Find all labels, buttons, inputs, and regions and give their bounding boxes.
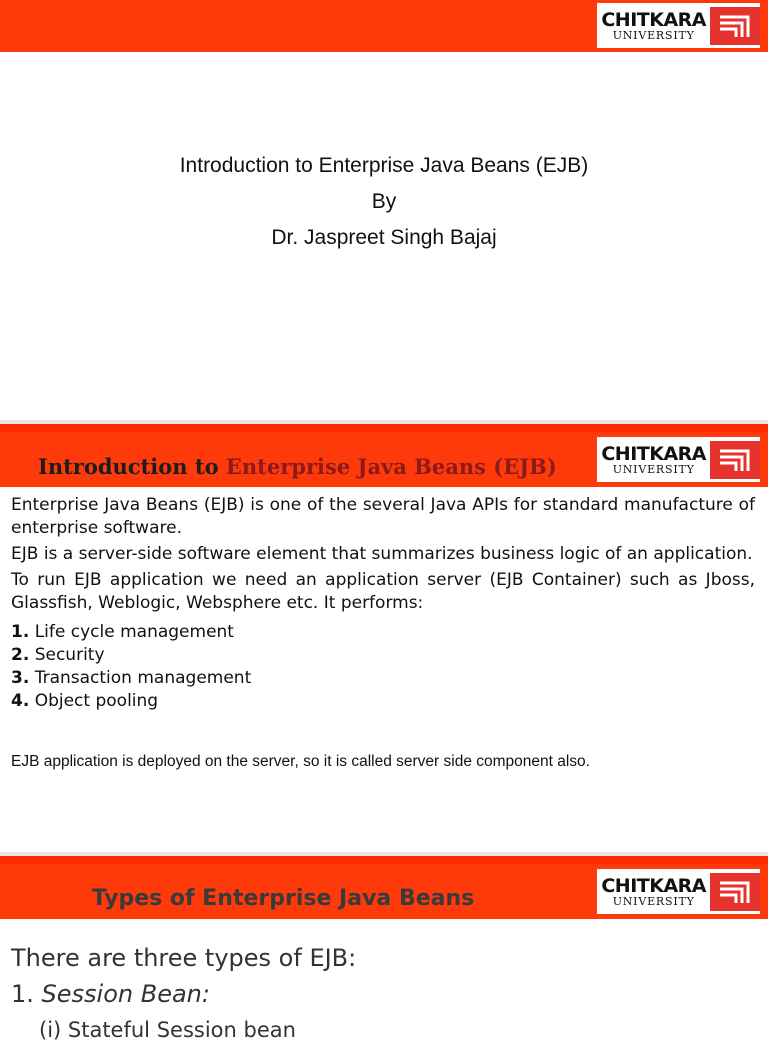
list-text: Life cycle management — [34, 622, 234, 642]
slide-header-bar — [0, 0, 768, 52]
logo-mark-icon — [710, 7, 760, 45]
slide-title-accent: Enterprise Java Beans (EJB) — [225, 454, 557, 479]
university-logo — [597, 3, 760, 48]
logo-name: CHITKARA — [601, 874, 706, 897]
slide-header-bar — [0, 432, 768, 487]
list-number: 2. — [11, 645, 30, 665]
slide-title — [0, 0, 768, 420]
logo-mark-icon — [710, 873, 760, 911]
body-paragraph: EJB is a server-side software element that summarizes business logic of an application. — [11, 544, 753, 564]
presentation-title: Introduction to Enterprise Java Beans (EJB) — [179, 154, 589, 177]
list-number: 4. — [11, 691, 30, 711]
types-intro: There are three types of EJB: — [11, 944, 357, 972]
university-logo — [597, 437, 760, 482]
list-number: 1. — [11, 980, 34, 1008]
body-paragraph: Enterprise Java Beans (EJB) is one of the several Java APIs for standard manufacture of enterprise software. — [11, 495, 755, 538]
feature-list — [11, 621, 755, 713]
list-item — [11, 621, 755, 644]
logo-sub: UNIVERSITY — [612, 462, 695, 476]
presentation-by: By — [371, 190, 397, 213]
university-logo — [597, 869, 760, 914]
list-item — [11, 690, 755, 713]
list-text: Session Bean: — [41, 980, 210, 1008]
slide-top-strip — [0, 424, 768, 432]
slide-body — [11, 940, 356, 1048]
slide-types — [0, 856, 768, 1042]
presentation-author: Dr. Jaspreet Singh Bajaj — [271, 226, 497, 249]
list-text: Object pooling — [34, 691, 159, 711]
logo-name: CHITKARA — [601, 442, 706, 465]
logo-mark-icon — [710, 441, 760, 479]
slide-title-prefix: Introduction to — [38, 454, 219, 479]
list-number: 3. — [11, 668, 30, 688]
logo-sub: UNIVERSITY — [612, 28, 695, 42]
logo-sub: UNIVERSITY — [612, 894, 695, 908]
list-text: Security — [34, 645, 105, 665]
presentation-title-block — [0, 148, 768, 256]
list-item — [11, 644, 755, 667]
slide-title — [38, 454, 557, 479]
sub-list-item: (i) Stateful Session bean — [39, 1018, 296, 1042]
body-paragraph: To run EJB application we need an application server (EJB Container) such as Jboss, Glassfish, Weblogic, Websphere etc. It performs: — [11, 570, 755, 613]
list-text: Transaction management — [34, 668, 252, 688]
list-item — [11, 976, 356, 1012]
slide-header-bar — [0, 864, 768, 919]
slide-title: Types of Enterprise Java Beans — [91, 886, 475, 911]
slide-introduction — [0, 424, 768, 852]
slide-top-strip — [0, 856, 768, 864]
list-number: 1. — [11, 622, 30, 642]
slide-body — [11, 494, 755, 713]
list-item — [11, 667, 755, 690]
deployment-note: EJB application is deployed on the server, so it is called server side component also. — [11, 753, 590, 770]
logo-name: CHITKARA — [601, 8, 706, 31]
